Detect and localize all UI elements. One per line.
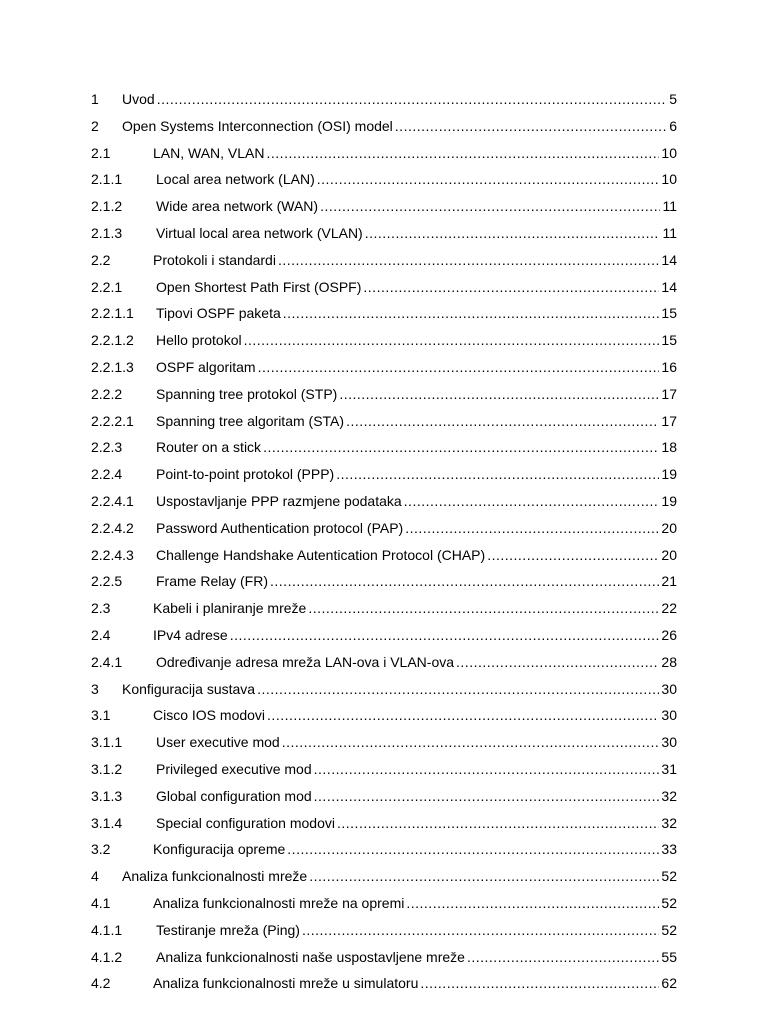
toc-dot-leader [267,140,660,167]
toc-entry-page: 15 [661,305,677,322]
toc-entry-title: Cisco IOS modovi [153,707,266,724]
toc-entry-number: 2.2.4.2 [91,519,134,536]
toc-entry-page: 10 [661,171,677,188]
toc-entry-page: 32 [661,814,677,831]
toc-entry[interactable] [91,515,677,542]
toc-dot-leader [487,542,659,569]
toc-entry-page: 33 [661,841,677,858]
toc-entry[interactable] [91,622,677,649]
toc-entry-title: Open Shortest Path First (OSPF) [156,278,362,295]
toc-entry-page: 30 [661,680,677,697]
toc-entry-number: 2.2.4.3 [91,546,134,563]
toc-entry[interactable] [91,300,677,327]
toc-entry-number: 2.2.2.1 [91,412,134,429]
toc-dot-leader [230,622,660,649]
toc-entry-title: Challenge Handshake Autentication Protocol (CHAP) [156,546,486,563]
toc-entry-page: 22 [661,600,677,617]
toc-entry-title: Konfiguracija opreme [153,841,286,858]
toc-entry[interactable] [91,595,677,622]
toc-entry-page: 19 [661,492,677,509]
table-of-contents [91,86,677,997]
toc-entry-number: 3.1 [91,707,111,724]
toc-entry[interactable] [91,461,677,488]
toc-entry-title: Hello protokol [156,332,242,349]
toc-entry-number: 2.2.1.3 [91,358,134,375]
toc-entry-title: Wide area network (WAN) [156,198,319,215]
toc-dot-leader [320,193,660,220]
toc-entry-number: 4.1.1 [91,921,123,938]
toc-entry[interactable] [91,676,677,703]
toc-entry[interactable] [91,836,677,863]
toc-dot-leader [336,461,659,488]
toc-entry[interactable] [91,166,677,193]
toc-entry[interactable] [91,354,677,381]
toc-entry-number: 2.4.1 [91,653,123,670]
toc-entry-title: Open Systems Interconnection (OSI) model [122,117,393,134]
toc-entry-page: 26 [661,626,677,643]
toc-dot-leader [404,488,660,515]
toc-entry-page: 6 [669,117,677,134]
toc-entry[interactable] [91,140,677,167]
toc-entry-page: 30 [661,707,677,724]
toc-entry-number: 2.2.5 [91,573,123,590]
toc-dot-leader [456,649,659,676]
toc-entry-page: 14 [661,278,677,295]
toc-entry-page: 15 [661,332,677,349]
toc-entry-title: Special configuration modovi [156,814,335,831]
toc-entry[interactable] [91,408,677,435]
toc-entry[interactable] [91,327,677,354]
toc-entry-title: User executive mod [156,734,280,751]
toc-entry-title: Virtual local area network (VLAN) [156,224,363,241]
toc-entry-number: 2.2.1 [91,278,123,295]
toc-entry[interactable] [91,649,677,676]
toc-entry[interactable] [91,756,677,783]
toc-entry-title: Testiranje mreža (Ping) [156,921,300,938]
toc-entry[interactable] [91,488,677,515]
toc-dot-leader [317,166,660,193]
toc-entry[interactable] [91,220,677,247]
toc-entry-title: Kabeli i planiranje mreže [153,600,307,617]
toc-dot-leader [287,836,659,863]
toc-entry-title: Uspostavljanje PPP razmjene podataka [156,492,402,509]
toc-entry-page: 20 [661,519,677,536]
toc-entry-page: 17 [661,412,677,429]
toc-entry-number: 2.2.4 [91,466,123,483]
toc-entry-title: Global configuration mod [156,787,312,804]
toc-dot-leader [282,729,660,756]
toc-entry[interactable] [91,729,677,756]
toc-dot-leader [365,220,661,247]
toc-entry-title: OSPF algoritam [156,358,256,375]
toc-entry-title: Privileged executive mod [156,760,312,777]
toc-entry-title: Spanning tree protokol (STP) [156,385,338,402]
toc-entry-number: 3.1.4 [91,814,123,831]
toc-entry-page: 30 [661,734,677,751]
toc-entry[interactable] [91,970,677,997]
toc-entry-page: 10 [661,144,677,161]
toc-entry[interactable] [91,434,677,461]
toc-entry-page: 17 [661,385,677,402]
toc-entry-page: 11 [662,224,677,241]
toc-entry-page: 55 [661,948,677,965]
toc-dot-leader [309,863,659,890]
toc-dot-leader [283,300,660,327]
toc-entry-title: Password Authentication protocol (PAP) [156,519,404,536]
toc-dot-leader [258,354,660,381]
toc-dot-leader [363,274,659,301]
toc-dot-leader [302,917,659,944]
toc-entry[interactable] [91,810,677,837]
toc-entry-number: 3.1.1 [91,734,123,751]
toc-entry-page: 52 [661,921,677,938]
toc-dot-leader [420,970,659,997]
toc-dot-leader [157,86,668,113]
toc-entry-number: 2.1 [91,144,111,161]
toc-entry-title: LAN, WAN, VLAN [153,144,265,161]
toc-entry-title: Point-to-point protokol (PPP) [156,466,335,483]
toc-entry-title: Uvod [122,91,155,107]
toc-entry-page: 28 [661,653,677,670]
toc-entry[interactable] [91,542,677,569]
toc-dot-leader [308,595,659,622]
toc-entry-number: 1 [91,91,99,107]
toc-entry-number: 2.2.3 [91,439,123,456]
toc-entry[interactable] [91,702,677,729]
toc-entry-number: 2.3 [91,600,111,617]
toc-entry-page: 18 [661,439,677,456]
toc-entry-page: 14 [661,251,677,268]
toc-dot-leader [278,247,659,274]
toc-entry[interactable] [91,381,677,408]
toc-entry-page: 19 [661,466,677,483]
toc-entry[interactable] [91,863,677,890]
toc-dot-leader [257,676,659,703]
toc-entry-page: 20 [661,546,677,563]
toc-entry-title: Tipovi OSPF paketa [156,305,281,322]
toc-entry-number: 2.1.2 [91,198,123,215]
toc-entry-page: 21 [661,573,677,590]
toc-entry-number: 2.2.2 [91,385,123,402]
toc-entry-number: 4.1 [91,894,111,911]
toc-dot-leader [405,515,659,542]
toc-entry-number: 4.2 [91,975,111,992]
toc-dot-leader [267,702,659,729]
toc-entry-page: 32 [661,787,677,804]
toc-entry-page: 62 [661,975,677,992]
toc-entry[interactable] [91,944,677,971]
toc-entry-number: 2 [91,117,99,134]
toc-entry-page: 16 [661,358,677,375]
toc-entry-number: 2.1.1 [91,171,123,188]
toc-entry-number: 3.2 [91,841,111,858]
toc-entry-number: 2.1.3 [91,224,123,241]
toc-dot-leader [467,944,659,971]
toc-dot-leader [395,113,667,140]
toc-entry-page: 52 [661,894,677,911]
toc-entry-number: 2.2 [91,251,111,268]
toc-entry[interactable] [91,274,677,301]
toc-entry-title: Protokoli i standardi [153,251,276,268]
toc-entry-title: Spanning tree algoritam (STA) [156,412,345,429]
toc-entry-number: 2.2.1.2 [91,332,134,349]
toc-entry-title: Frame Relay (FR) [156,573,269,590]
toc-entry-number: 3.1.3 [91,787,123,804]
toc-entry[interactable] [91,783,677,810]
toc-entry-title: Analiza funkcionalnosti mreže [122,868,308,885]
toc-entry-title: Analiza funkcionalnosti mreže u simulatoru [153,975,419,992]
toc-entry[interactable] [91,113,677,140]
toc-dot-leader [339,381,659,408]
toc-entry-title: Router on a stick [156,439,262,456]
toc-dot-leader [270,568,659,595]
toc-entry-page: 31 [661,760,677,777]
toc-entry[interactable] [91,86,677,113]
toc-dot-leader [406,890,659,917]
toc-entry-title: IPv4 adrese [153,626,228,643]
toc-entry-page: 52 [661,868,677,885]
toc-entry[interactable] [91,193,677,220]
toc-entry[interactable] [91,890,677,917]
toc-entry-page: 5 [669,91,677,107]
toc-dot-leader [314,783,660,810]
toc-entry-number: 3 [91,680,99,697]
toc-entry-number: 2.4 [91,626,111,643]
toc-entry-number: 2.2.1.1 [91,305,134,322]
toc-dot-leader [314,756,660,783]
toc-entry-title: Konfiguracija sustava [122,680,256,697]
toc-entry-number: 4.1.2 [91,948,123,965]
toc-entry[interactable] [91,247,677,274]
toc-entry-number: 3.1.2 [91,760,123,777]
toc-entry[interactable] [91,917,677,944]
toc-entry-title: Određivanje adresa mreža LAN-ova i VLAN-ova [156,653,455,670]
toc-entry[interactable] [91,568,677,595]
toc-entry-title: Analiza funkcionalnosti naše uspostavljene mreže [156,948,465,965]
toc-entry-title: Analiza funkcionalnosti mreže na opremi [153,894,405,911]
toc-entry-number: 2.2.4.1 [91,492,134,509]
toc-entry-number: 4 [91,868,99,885]
toc-dot-leader [337,810,659,837]
toc-dot-leader [244,327,660,354]
toc-entry-title: Local area network (LAN) [156,171,315,188]
toc-entry-page: 11 [662,198,677,215]
toc-dot-leader [263,434,659,461]
toc-dot-leader [346,408,659,435]
